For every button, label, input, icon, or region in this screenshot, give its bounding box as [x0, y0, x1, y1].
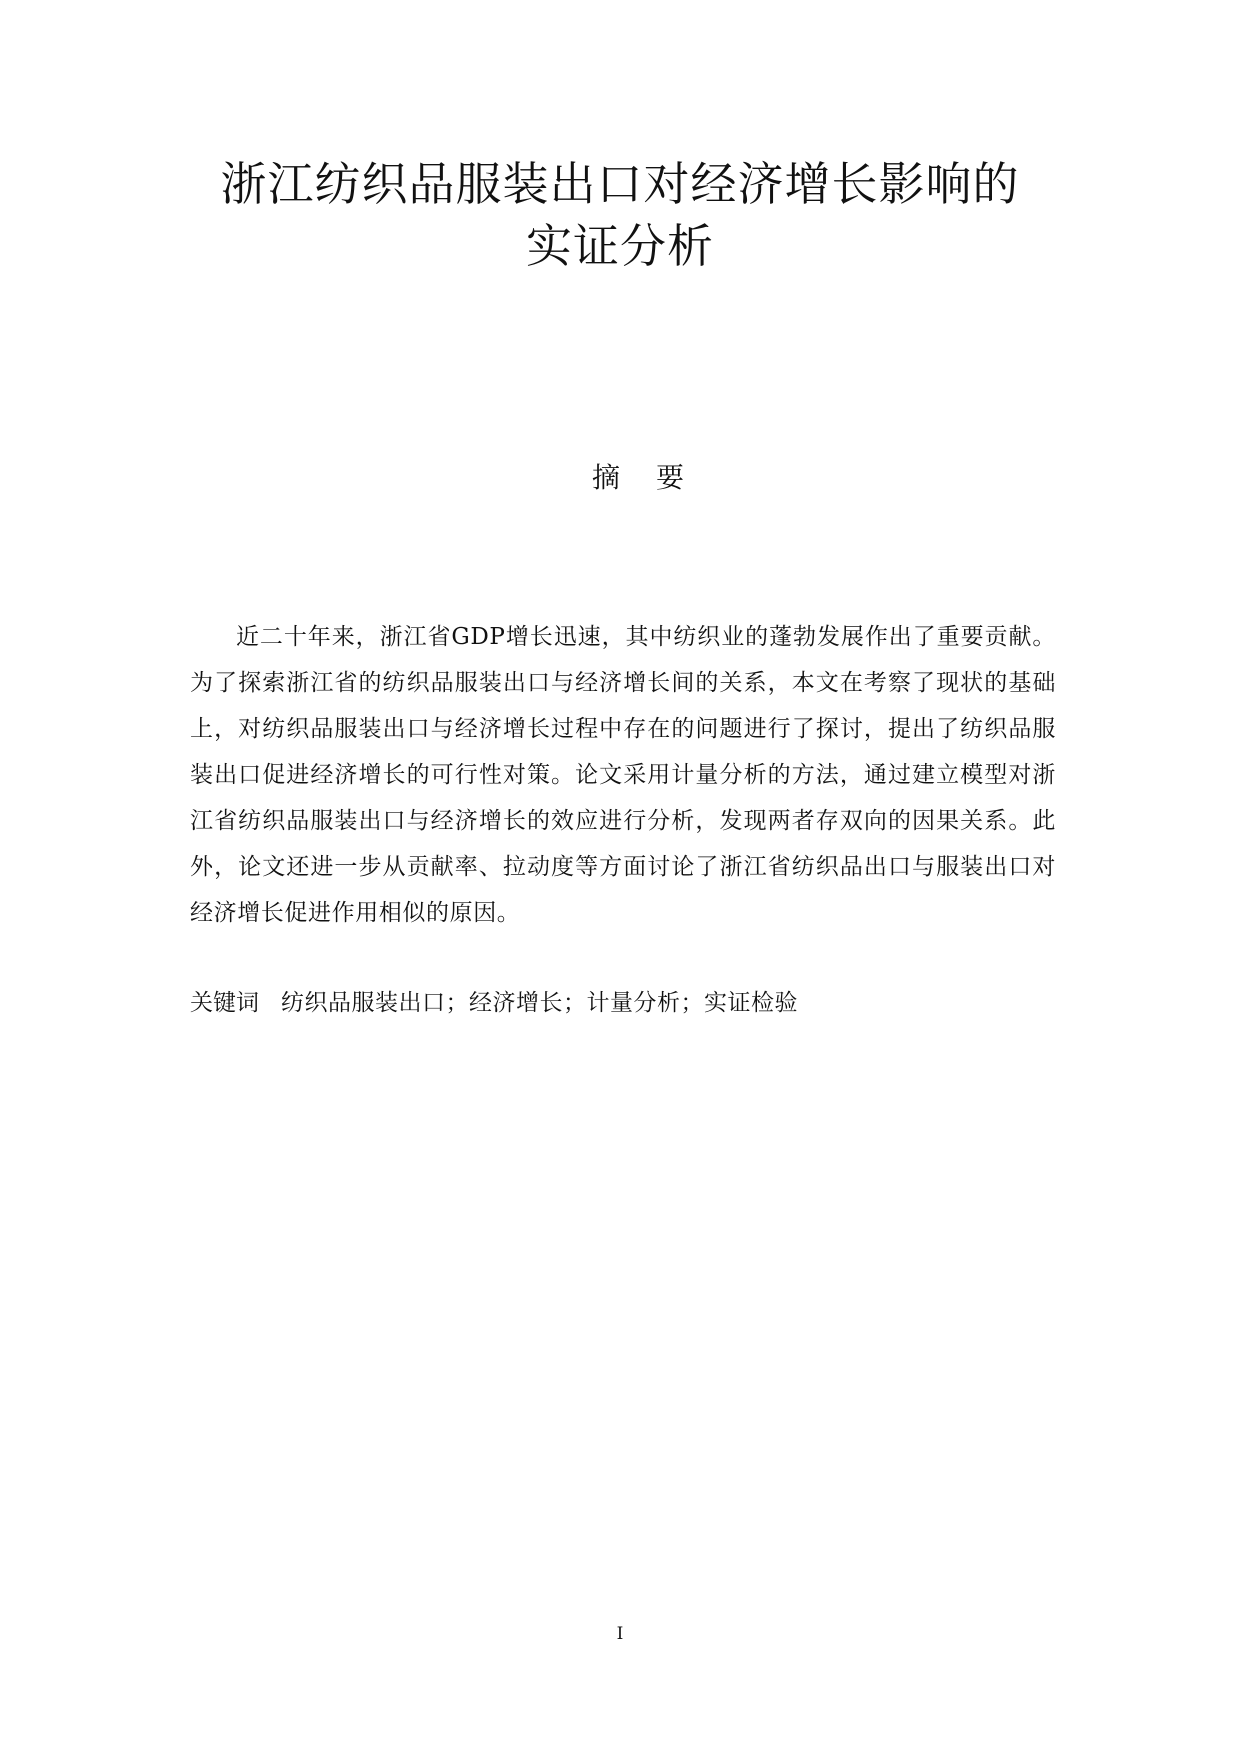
keywords-label: 关键词	[190, 990, 259, 1016]
keywords-line	[190, 983, 1056, 1023]
page-number: I	[616, 1624, 624, 1644]
paper-title	[120, 153, 1120, 277]
abstract-body: 近二十年来，浙江省GDP增长迅速，其中纺织业的蓬勃发展作出了重要贡献。为了探索浙江省的纺织品服装出口与经济增长间的关系，本文在考察了现状的基础上，对纺织品服装出口与经济增长过程中存在的问题进行了探讨，提出了纺织品服装出口促进经济增长的可行性对策。论文采用计量分析的方法，通过建立模型对浙江省纺织品服装出口与经济增长的效应进行分析，发现两者存双向的因果关系。此外，论文还进一步从贡献率、拉动度等方面讨论了浙江省纺织品出口与服装出口对经济增长促进作用相似的原因。	[190, 624, 1056, 926]
keywords-values: 纺织品服装出口；经济增长；计量分析；实证检验	[281, 990, 798, 1016]
paper-title-line-2: 实证分析	[526, 219, 714, 273]
paper-title-line-1: 浙江纺织品服装出口对经济增长影响的	[220, 157, 1020, 211]
abstract-heading: 摘要	[591, 461, 720, 494]
